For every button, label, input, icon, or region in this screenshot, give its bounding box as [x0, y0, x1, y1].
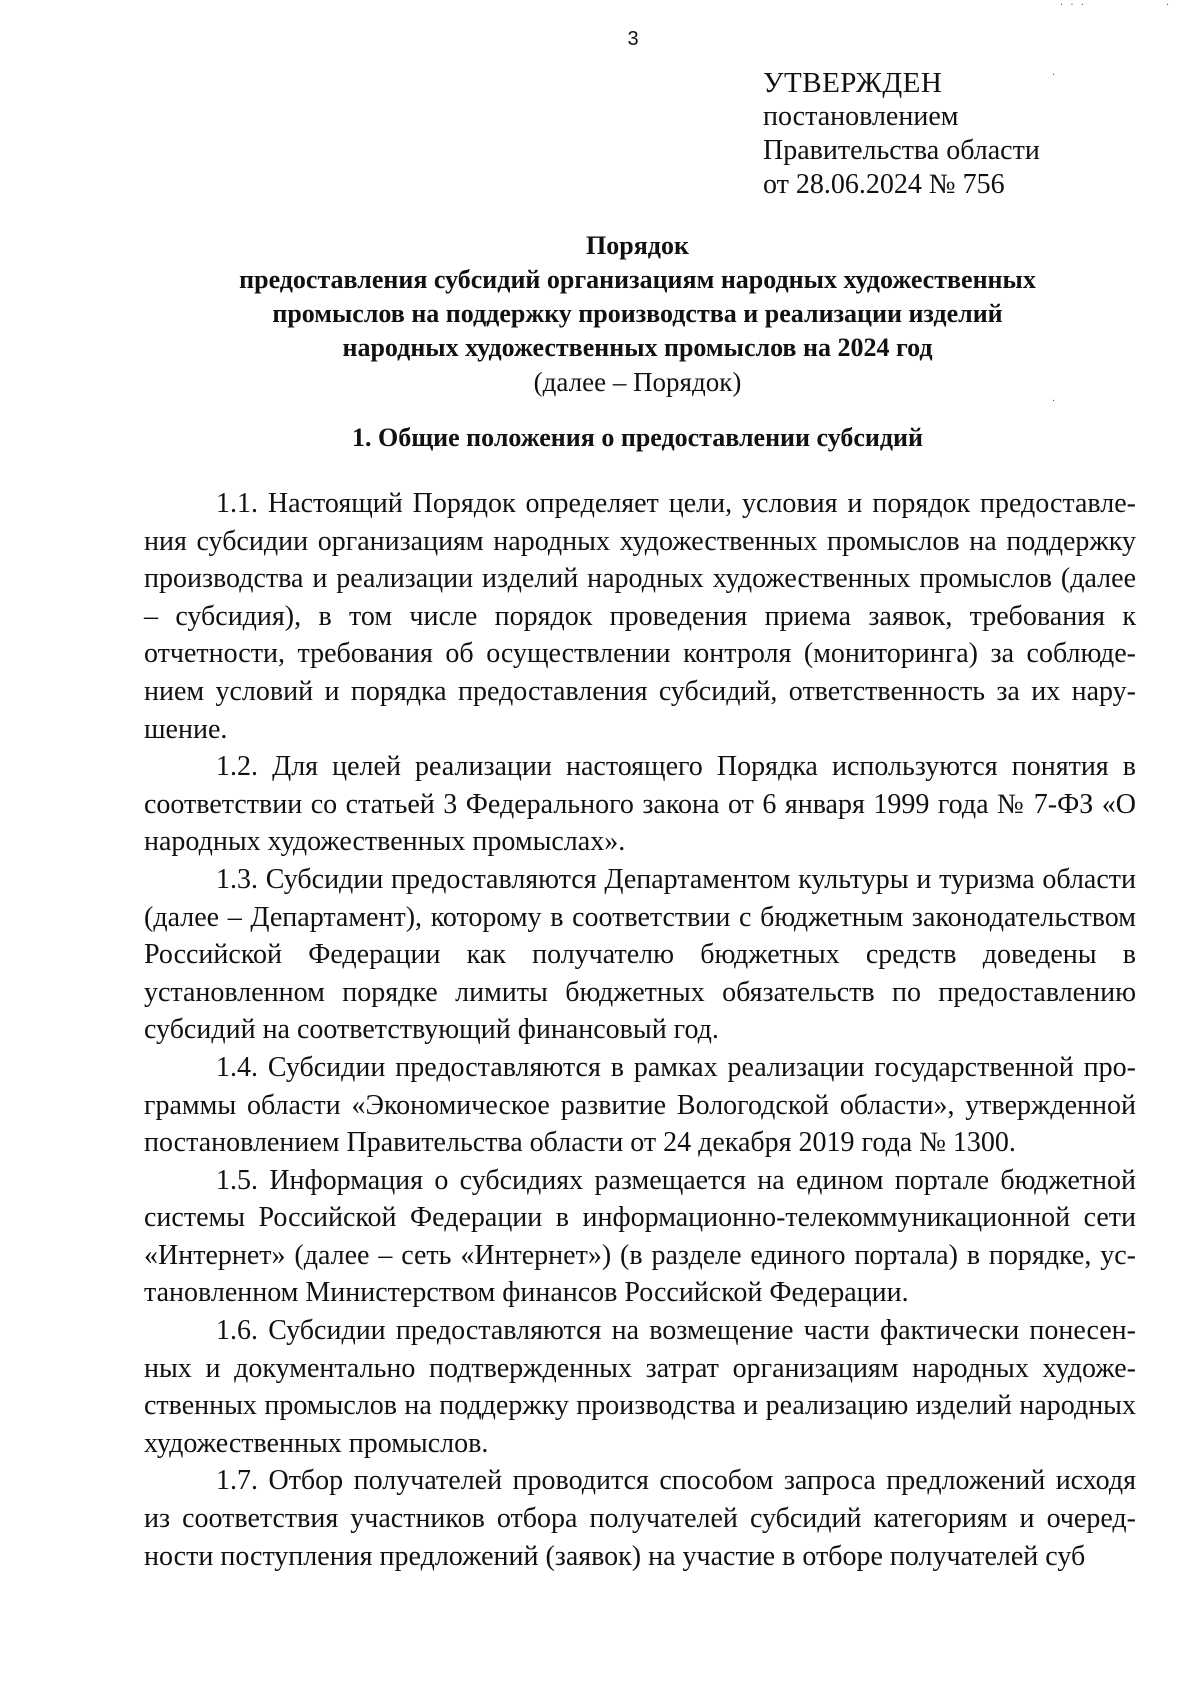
paragraph: 1.7. Отбор получателей проводится способом запроса предложений исходя из соответствия участников отбора получателей субсидий категориям и очередности поступления предложений (заявок) на участие в отборе получателей суб — [144, 1465, 1136, 1572]
approval-line: от 28.06.2024 № 756 — [763, 169, 1005, 200]
approval-head: УТВЕРЖДЕН — [763, 67, 943, 99]
paragraph: 1.2. Для целей реализации настоящего Порядка используются понятия в соответствии со статьей 3 Федерального закона от 6 января 1999 года № 7-ФЗ «О народных художественных промыслах». — [144, 751, 1136, 858]
approval-line: Правительства области — [763, 135, 1040, 166]
title-line: народных художественных промыслов на 2024 год — [342, 333, 933, 362]
paragraph: 1.5. Информация о субсидиях размещается на едином портале бюджетной системы Российской Федерации в информационно-телекоммуникационной сети «Интернет» (далее – сеть «Интернет») (в разделе единого портала) в порядке, установленном Министерством финансов Российской Федерации. — [144, 1164, 1136, 1309]
page-number: 3 — [627, 28, 639, 50]
scan-mark: · — [1166, 0, 1170, 11]
paragraph: 1.3. Субсидии предоставляются Департаментом культуры и туризма области (далее – Департамент), которому в соответствии с бюджетным законодательством Российской Федерации как получателю бюджетных средств доведены в установленном порядке лимиты бюджетных обязательств по предоставлению субсидий на соответствующий финансовый год. — [144, 863, 1136, 1046]
document-title — [0, 229, 1200, 399]
paragraph: 1.4. Субсидии предоставляются в рамках реализации государственной программы области «Экономическое развитие Вологодской области», утвержденной постановлением Правительства области от 24 декабря 2019 года № 1300. — [144, 1051, 1136, 1159]
document-body — [144, 485, 1136, 1575]
section-heading: 1. Общие положения о предоставлении субсидий — [351, 423, 924, 452]
title-subline: (далее – Порядок) — [533, 367, 742, 397]
title-line: Порядок — [586, 231, 689, 260]
approval-line: постановлением — [763, 101, 959, 132]
approval-stamp — [763, 66, 1040, 202]
paragraph: 1.1. Настоящий Порядок определяет цели, условия и порядок предоставления субсидии организациям народных художественных промыслов на поддержку производства и реализации изделий народных художественных промыслов (далее – субсидия), в том числе порядок проведения приема заявок, требования к отчетности, требования об осуществлении контроля (мониторинга) за соблюдением условий и порядка предоставления субсидий, ответственность за их нарушение. — [144, 488, 1136, 745]
scan-speck: · — [1052, 70, 1056, 81]
title-line: промыслов на поддержку производства и реализации изделий — [272, 299, 1003, 328]
scan-mark: · · · — [1060, 0, 1086, 11]
paragraph: 1.6. Субсидии предоставляются на возмещение части фактически понесенных и документально подтвержденных затрат организациям народных художественных промыслов на поддержку производства и реализацию изделий народных художественных промыслов. — [144, 1315, 1136, 1459]
scan-speck: · — [1052, 396, 1056, 407]
title-line: предоставления субсидий организациям народных художественных — [239, 265, 1036, 294]
